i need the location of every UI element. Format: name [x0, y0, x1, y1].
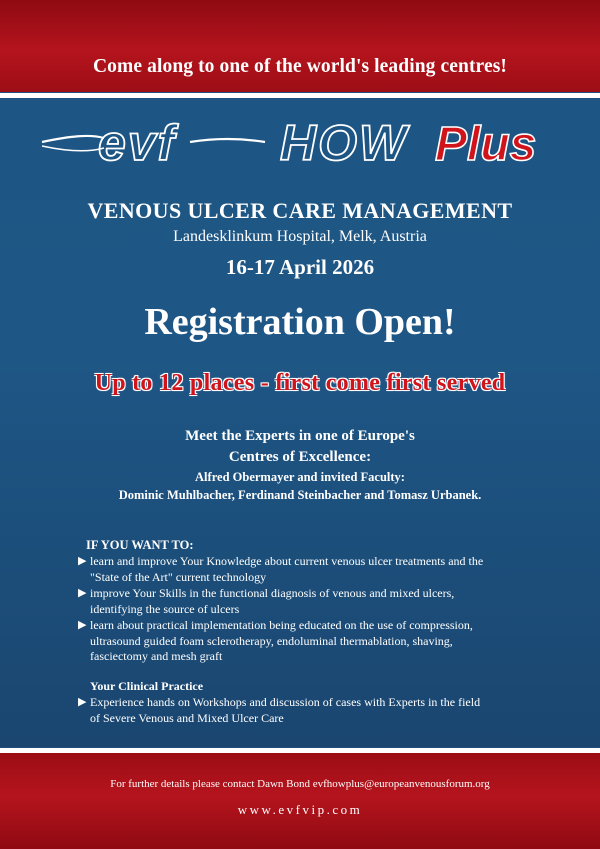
list-item-line: identifying the source of ulcers [90, 601, 240, 616]
event-dates: 16-17 April 2026 [225, 255, 375, 279]
logo-plus: Plus [435, 118, 537, 168]
list-item-line: learn and improve Your Knowledge about current venous ulcer treatments and the [90, 554, 484, 568]
triangle-bullet-icon: ▶ [78, 587, 87, 599]
list-item [78, 695, 548, 726]
experts-intro [0, 426, 600, 468]
clinical-heading: Your Clinical Practice [90, 679, 204, 693]
top-banner [0, 0, 600, 92]
list-item [78, 586, 548, 617]
list-item-line: Experience hands on Workshops and discussion of cases with Experts in the field [90, 695, 481, 709]
logo-how: HOW [280, 115, 409, 168]
triangle-bullet-icon: ▶ [78, 619, 87, 631]
list-item-line: fasciectomy and mesh graft [90, 649, 223, 663]
contact-details: For further details please contact Dawn Bond evfhowplus@europeanvenousforum.org [110, 778, 490, 790]
goals-heading: IF YOU WANT TO: [86, 538, 194, 552]
list-item-line: improve Your Skills in the functional diagnosis of venous and mixed ulcers, [90, 586, 455, 600]
bottom-banner [0, 753, 600, 849]
goals-list [78, 554, 548, 666]
faculty-line-2: Dominic Muhlbacher, Ferdinand Steinbacher and Tomasz Urbanek. [118, 488, 482, 502]
list-item-line: "State of the Art" current technology [90, 569, 267, 584]
list-item-line: of Severe Venous and Mixed Ulcer Care [90, 710, 284, 725]
faculty-list [0, 468, 600, 504]
triangle-bullet-icon: ▶ [78, 555, 87, 567]
list-item [78, 618, 548, 665]
clinical-list [78, 695, 548, 727]
event-title: VENOUS ULCER CARE MANAGEMENT [87, 198, 513, 223]
website-link[interactable]: www.evfvip.com [237, 802, 363, 817]
evf-how-plus-logo [40, 112, 560, 168]
list-item-line: ultrasound guided foam sclerotherapy, endoluminal thermablation, shaving, [90, 633, 453, 648]
list-item [78, 554, 548, 585]
experts-line-1: Meet the Experts in one of Europe's [185, 428, 415, 444]
experts-line-2: Centres of Excellence: [228, 449, 372, 465]
tagline: Come along to one of the world's leading centres! [93, 56, 507, 77]
divider-top [0, 93, 600, 98]
event-venue: Landesklinkum Hospital, Melk, Austria [173, 228, 427, 245]
list-item-line: learn about practical implementation being educated on the use of compression, [90, 618, 473, 632]
faculty-line-1: Alfred Obermayer and invited Faculty: [195, 470, 405, 484]
triangle-bullet-icon: ▶ [78, 696, 87, 708]
logo-evf: evf [98, 115, 177, 168]
places-notice: Up to 12 places - first come first served [94, 370, 506, 396]
registration-headline: Registration Open! [144, 301, 456, 343]
